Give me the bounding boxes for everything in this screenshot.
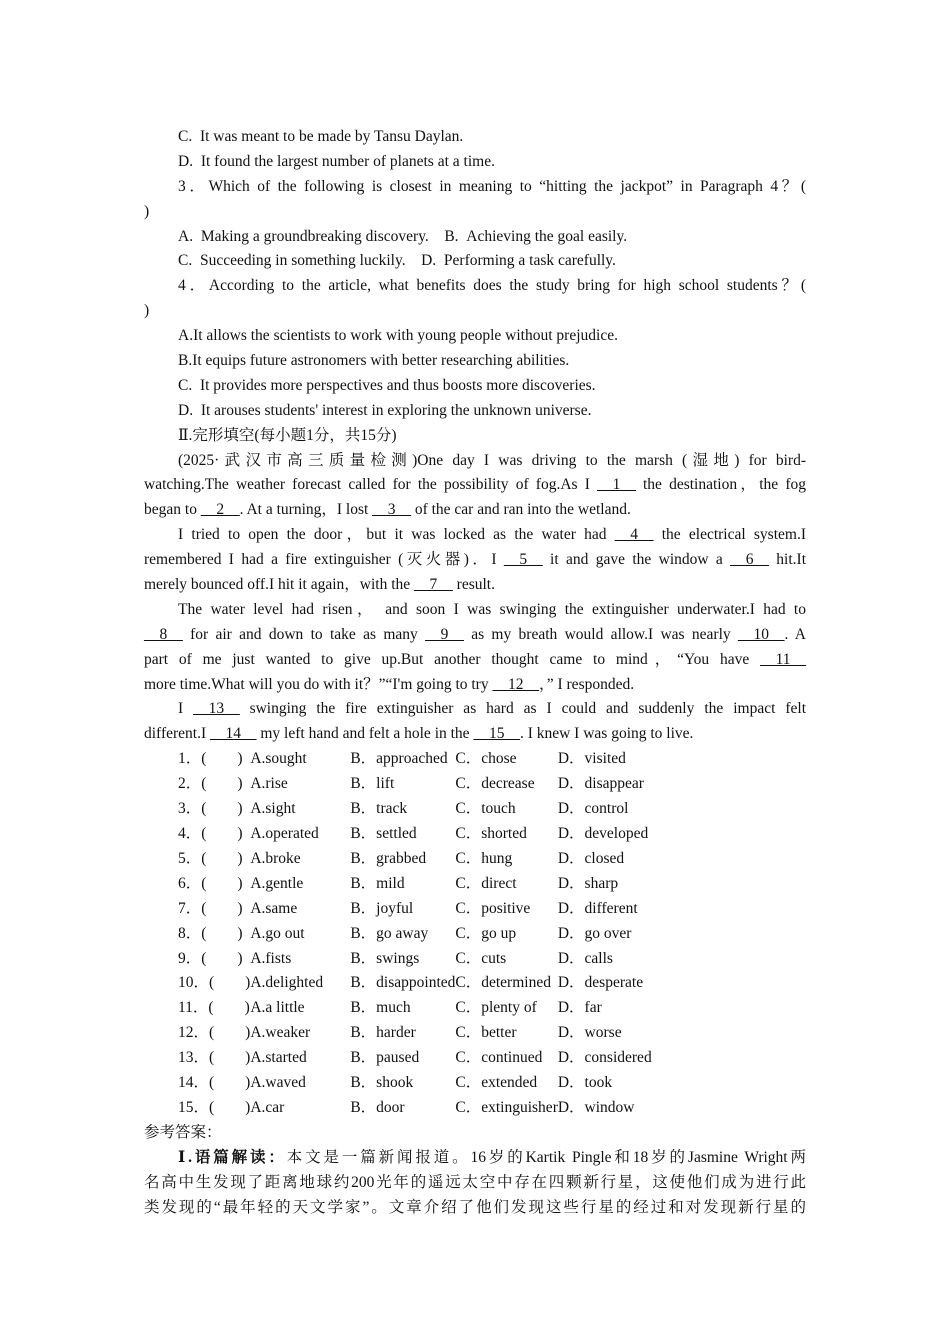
cloze-heading-note: (每小题1分，共15分) [254, 426, 397, 444]
choice-row [178, 971, 708, 996]
option-c: C．better [455, 1024, 517, 1042]
text: result. [452, 576, 495, 594]
option-d: D．visited [557, 750, 626, 768]
text: . A [784, 625, 806, 643]
option-b: B．disappointed [350, 974, 456, 992]
option-b: B．door [350, 1098, 405, 1116]
cloze-heading [144, 424, 806, 449]
blank-6: __6__ [730, 551, 769, 569]
choice-row [178, 822, 708, 847]
question-number: 3．( ) [178, 800, 243, 818]
blank-12: __12__ [492, 675, 539, 693]
option-d: D．calls [557, 949, 613, 967]
text: hit.It [768, 551, 807, 569]
q4-option-b: B.It equips future astronomers with better researching abilities. [178, 352, 570, 370]
text: I [178, 700, 194, 718]
option-b: B．go away [350, 924, 429, 942]
blank-8: __8__ [144, 625, 183, 643]
text: part of me just wanted to give up.But another thought came to mind，“You have [144, 650, 761, 668]
option-a: A.broke [250, 849, 301, 867]
option-d: D．considered [557, 1049, 652, 1067]
text: remembered I had a fire extinguisher (灭火器)．I [144, 551, 504, 569]
question-number: 8．( ) [178, 924, 243, 942]
cloze-p3-line2 [144, 623, 806, 648]
q3-stem-end: ) [144, 202, 150, 220]
cloze-p2-line1 [144, 523, 806, 548]
cloze-p1-line2 [144, 473, 806, 498]
cloze-p1-line1: (2025·武汉市高三质量检测)One day I was driving to the marsh (湿地) for bird- [178, 451, 806, 469]
option-b: B．swings [350, 949, 420, 967]
text: more time.What will you do with it？”“I'm going to try [144, 675, 493, 693]
q3-option-a: A. Making a groundbreaking discovery. [178, 227, 429, 245]
option-d: D．desperate [557, 974, 644, 992]
text: it and gave the window a [542, 551, 731, 569]
blank-15: __15__ [473, 725, 520, 743]
option-a: A.car [250, 1098, 285, 1116]
choice-row [178, 1096, 708, 1121]
q4-stem-end: ) [144, 302, 150, 320]
option-d: D．far [557, 999, 602, 1017]
option-b: B．harder [350, 1024, 416, 1042]
q3-stem: 3．Which of the following is closest in meaning to “hitting the jackpot” in Paragraph 4？( [178, 177, 806, 195]
text: of the car and ran into the wetland. [410, 501, 631, 519]
choice-row [178, 947, 708, 972]
q3-option-c: C. Succeeding in something luckily. [178, 252, 406, 270]
choice-row [178, 1021, 708, 1046]
cloze-choices-body [178, 747, 708, 1121]
question-number: 12．( ) [178, 1024, 251, 1042]
option-c: C．direct [455, 874, 517, 892]
q4-stem: 4．According to the article, what benefits does the study bring for high school students？( [178, 277, 806, 295]
choice-row [178, 922, 708, 947]
blank-3: __3__ [372, 501, 411, 519]
option-d: D．closed [557, 849, 625, 867]
option-b: B．joyful [350, 899, 414, 917]
cloze-p3-line4 [144, 673, 806, 698]
text: my left hand and felt a hole in the [256, 725, 474, 743]
option-c: C．cuts [455, 949, 507, 967]
blank-4: __4__ [614, 526, 654, 544]
text: 本文是一篇新闻报道。16岁的Kartik Pingle和18岁的Jasmine Wright两 [286, 1148, 806, 1166]
option-b: B．shook [350, 1074, 414, 1092]
text: the destination，the fog [635, 476, 806, 494]
text: . At a turning，I lost [239, 501, 373, 519]
text: . I knew I was going to live. [519, 725, 694, 743]
option-a: A.sought [250, 750, 307, 768]
blank-9: __9__ [425, 625, 464, 643]
q3-option-b: B. Achieving the goal easily. [444, 227, 628, 245]
cloze-p3-line1: The water level had risen， and soon I was swinging the extinguisher underwater.I had to [178, 600, 806, 618]
option-a: A.weaker [250, 1024, 311, 1042]
option-a: A.same [250, 899, 298, 917]
cloze-p1-line3 [144, 498, 806, 523]
cloze-p3-line3 [144, 648, 806, 673]
option-c: C．decrease [455, 775, 535, 793]
cloze-p2-line3 [144, 573, 806, 598]
option-c: C．determined [455, 974, 551, 992]
option-d: D．disappear [557, 775, 644, 793]
option-a: A.a little [250, 999, 305, 1017]
choice-row [178, 1071, 708, 1096]
text: ，” I responded. [538, 675, 635, 693]
choice-row [178, 847, 708, 872]
option-b: B．paused [350, 1049, 420, 1067]
question-number: 2．( ) [178, 775, 243, 793]
answers-line2: 名高中生发现了距离地球约200光年的遥远太空中存在四颗新行星，这使他们成为进行此 [144, 1173, 806, 1191]
text: the electrical system.I [653, 526, 806, 544]
text: began to [144, 501, 201, 519]
blank-7: __7__ [414, 576, 453, 594]
answers-section-label: Ⅰ.语篇解读： [178, 1148, 287, 1166]
text: as my breath would allow.I was nearly [463, 625, 738, 643]
option-d: D．took [557, 1074, 613, 1092]
q3-option-d: D. Performing a task carefully. [421, 252, 616, 270]
cloze-p2-line2 [144, 548, 806, 573]
cloze-p4-line2 [144, 722, 806, 747]
blank-13: __13__ [193, 700, 240, 718]
choice-row [178, 872, 708, 897]
cloze-choices-table [178, 747, 708, 1121]
question-number: 11．( ) [178, 999, 250, 1017]
text: I tried to open the door，but it was locked as the water had [178, 526, 615, 544]
question-number: 9．( ) [178, 949, 243, 967]
blank-14: __14__ [210, 725, 257, 743]
option-b: B．lift [350, 775, 395, 793]
q4-option-d: D. It arouses students' interest in exploring the unknown universe. [178, 401, 592, 419]
question-number: 10．( ) [178, 974, 251, 992]
text: different.I [144, 725, 210, 743]
option-c: C．extinguisher [455, 1098, 558, 1116]
option-b: B．grabbed [350, 849, 427, 867]
cloze-p4-line1 [144, 697, 806, 722]
question-number: 15．( ) [178, 1098, 251, 1116]
option-a: A.operated [250, 824, 319, 842]
option-d: D．sharp [557, 874, 619, 892]
option-c: C．plenty of [455, 999, 537, 1017]
option-d: D．different [557, 899, 638, 917]
question-number: 4．( ) [178, 824, 243, 842]
option-c: C．extended [455, 1074, 538, 1092]
text: for air and down to take as many [182, 625, 426, 643]
choice-row [178, 897, 708, 922]
choice-row [178, 1046, 708, 1071]
question-number: 5．( ) [178, 849, 243, 867]
document-body [144, 125, 806, 1220]
answers-line3: 类发现的“最年轻的天文学家”。文章介绍了他们发现这些行星的经过和对发现新行星的 [144, 1198, 806, 1216]
cloze-heading-title: Ⅱ.完形填空 [178, 426, 255, 444]
blank-2: __2__ [200, 501, 240, 519]
choice-row [178, 996, 708, 1021]
option-d: D．developed [557, 824, 649, 842]
option-a: A.delighted [250, 974, 324, 992]
blank-10: __10__ [737, 625, 785, 643]
text: merely bounced off.I hit it again，with the [144, 576, 415, 594]
question-number: 1．( ) [178, 750, 243, 768]
option-b: B．approached [350, 750, 448, 768]
q3-options-ab [144, 225, 806, 250]
option-d: D．go over [557, 924, 632, 942]
choice-row [178, 747, 708, 772]
question-number: 7．( ) [178, 899, 243, 917]
blank-11: __11__ [760, 650, 806, 668]
question-number: 13．( ) [178, 1049, 251, 1067]
option-b: B．settled [350, 824, 417, 842]
option-c: C．chose [455, 750, 517, 768]
q2-option-d: D. It found the largest number of planets at a time. [178, 152, 495, 170]
q2-option-c: C. It was meant to be made by Tansu Daylan. [178, 128, 464, 145]
option-d: D．worse [557, 1024, 622, 1042]
choice-row [178, 772, 708, 797]
q3-options-cd [144, 249, 806, 274]
option-a: A.go out [250, 924, 305, 942]
question-number: 14．( ) [178, 1074, 251, 1092]
option-a: A.gentle [250, 874, 304, 892]
q4-option-c: C. It provides more perspectives and thus boosts more discoveries. [178, 376, 596, 394]
option-d: D．control [557, 800, 629, 818]
option-b: B．track [350, 800, 408, 818]
option-c: C．go up [455, 924, 517, 942]
option-a: A.sight [250, 800, 296, 818]
option-a: A.waved [250, 1074, 306, 1092]
option-d: D．window [557, 1098, 635, 1116]
option-c: C．touch [455, 800, 516, 818]
question-number: 6．( ) [178, 874, 243, 892]
option-a: A.rise [250, 775, 288, 793]
text: swinging the fire extinguisher as hard as I could and suddenly the impact felt [239, 700, 806, 718]
blank-5: __5__ [503, 551, 543, 569]
blank-1: __1__ [597, 476, 636, 494]
text: watching.The weather forecast called for the possibility of fog.As I [144, 476, 598, 494]
choice-row [178, 797, 708, 822]
answers-line1 [144, 1146, 806, 1171]
option-c: C．shorted [455, 824, 527, 842]
option-b: B．much [350, 999, 411, 1017]
q4-option-a: A.It allows the scientists to work with young people without prejudice. [178, 327, 618, 345]
answers-heading: 参考答案： [144, 1123, 222, 1141]
option-c: C．continued [455, 1049, 543, 1067]
option-c: C．hung [455, 849, 513, 867]
option-c: C．positive [455, 899, 531, 917]
option-a: A.fists [250, 949, 292, 967]
option-a: A.started [250, 1049, 307, 1067]
option-b: B．mild [350, 874, 405, 892]
